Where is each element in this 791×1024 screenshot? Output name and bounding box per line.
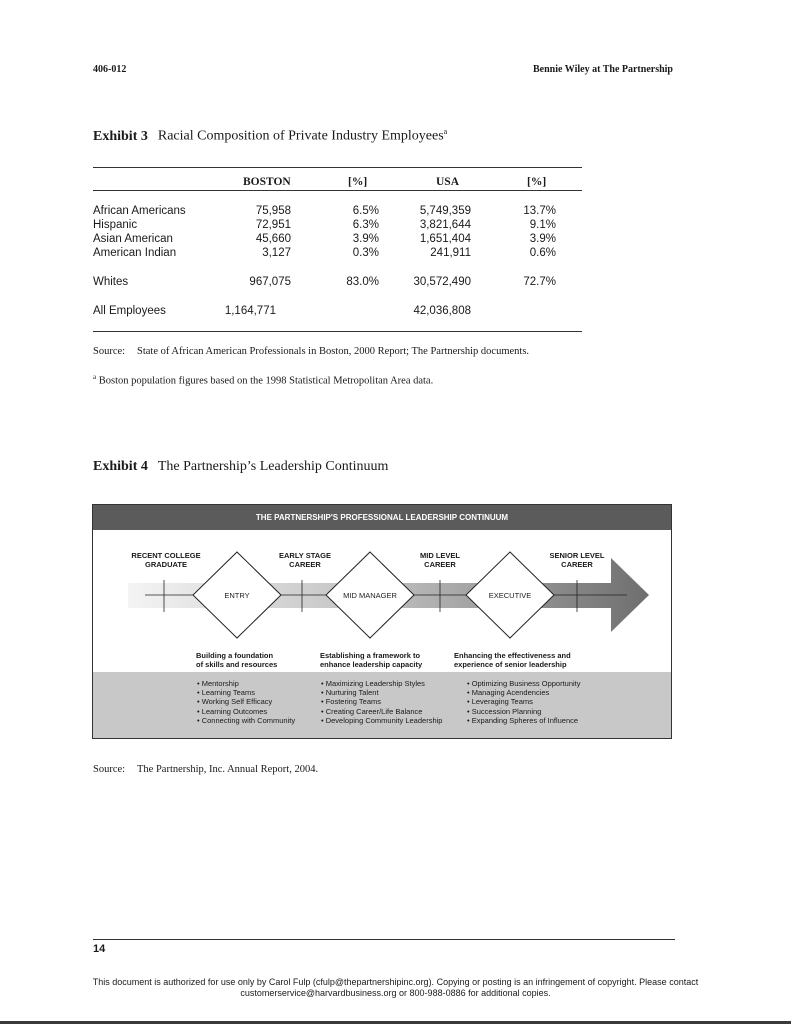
continuum-banner: THE PARTNERSHIP'S PROFESSIONAL LEADERSHIP CONTINUUM (93, 505, 671, 530)
exhibit3-source (93, 346, 529, 357)
usa-value: 241,911 (430, 247, 471, 259)
usa-value: 5,749,359 (419, 205, 471, 217)
bullet-list-framework (321, 679, 442, 725)
exhibit3-label: Exhibit 3 (93, 128, 148, 144)
column-heading-framework (320, 651, 422, 669)
stage-label-line: MID LEVEL (419, 551, 460, 560)
usa-pct: 72.7% (523, 276, 556, 288)
boston-pct: 6.3% (352, 219, 379, 231)
list-item: • Mentorship (197, 679, 295, 688)
bullet-list-foundation (197, 679, 295, 725)
diamond-entry-label: ENTRY (224, 591, 250, 600)
row-label: Hispanic (93, 219, 138, 231)
diamond-executive-label: EXECUTIVE (488, 591, 532, 600)
row-label: African Americans (93, 205, 186, 217)
list-item: • Learning Outcomes (197, 707, 295, 716)
column-heading-foundation (196, 651, 277, 669)
exhibit3-title-text: Racial Composition of Private Industry Employees (157, 128, 444, 144)
list-item: • Managing Acendencies (467, 688, 581, 697)
usa-value: 1,651,404 (419, 233, 471, 245)
list-item: • Creating Career/Life Balance (321, 707, 442, 716)
footnote-text: Boston population figures based on the 1998 Statistical Metropolitan Area data. (98, 375, 434, 387)
page-number: 14 (93, 943, 106, 955)
usa-value: 30,572,490 (413, 276, 471, 288)
copyright-notice (40, 977, 751, 999)
col-header-usa: USA (436, 176, 460, 188)
list-item: • Fostering Teams (321, 697, 442, 706)
copyright-line: This document is authorized for use only by Carol Fulp (cfulp@thepartnershipinc.org). Copying or posting is an infringement of copyright. Please contact (92, 977, 699, 987)
list-item: • Expanding Spheres of Influence (467, 716, 581, 725)
exhibit4-title (93, 459, 388, 475)
row-label: Asian American (93, 233, 173, 245)
stage-label-line: CAREER (424, 560, 456, 569)
exhibit4-title-text: The Partnership’s Leadership Continuum (157, 459, 389, 474)
usa-pct: 3.9% (529, 233, 556, 245)
exhibit3-title (93, 127, 447, 145)
stage-label-line: CAREER (561, 560, 593, 569)
list-item: • Learning Teams (197, 688, 295, 697)
usa-value: 3,821,644 (419, 219, 471, 231)
stage-label-line: CAREER (289, 560, 321, 569)
copyright-line: customerservice@harvardbusiness.org or 800-988-0886 for additional copies. (240, 988, 551, 998)
diamond-mid-manager-label: MID MANAGER (343, 591, 397, 600)
column-heading-line: Establishing a framework to (320, 651, 421, 660)
usa-pct: 9.1% (529, 219, 556, 231)
boston-value: 967,075 (249, 276, 291, 288)
stage-label-line: EARLY STAGE (279, 551, 331, 560)
footnote-marker: a (93, 373, 97, 381)
usa-pct: 13.7% (523, 205, 556, 217)
source-label: Source: (93, 764, 126, 775)
footer-rule (93, 939, 675, 940)
exhibit4-source (93, 764, 318, 775)
table-bottom-rule (93, 331, 582, 332)
stage-label-mid-career (390, 551, 490, 569)
stage-label-line: GRADUATE (145, 560, 187, 569)
list-item: • Working Self Efficacy (197, 697, 295, 706)
list-item: • Nurturing Talent (321, 688, 442, 697)
stage-label-line: RECENT COLLEGE (131, 551, 201, 560)
col-header-usa-pct: [%] (527, 176, 547, 188)
row-label: American Indian (93, 247, 177, 259)
source-text: The Partnership, Inc. Annual Report, 2004. (137, 764, 319, 775)
source-label: Source: (93, 346, 126, 357)
boston-pct: 6.5% (352, 205, 379, 217)
exhibit3-footnote (93, 373, 433, 387)
boston-pct: 83.0% (346, 276, 379, 288)
list-item: • Leveraging Teams (467, 697, 581, 706)
exhibit4-label: Exhibit 4 (93, 459, 148, 474)
document-title: Bennie Wiley at The Partnership (532, 64, 673, 75)
boston-pct: 3.9% (352, 233, 379, 245)
row-label: All Employees (93, 305, 166, 317)
boston-value: 72,951 (255, 219, 291, 231)
document-number: 406-012 (93, 64, 127, 75)
boston-value: 1,164,771 (224, 305, 276, 317)
column-heading-effectiveness (454, 651, 571, 669)
col-header-boston: BOSTON (243, 176, 291, 188)
table-top-rule (93, 167, 582, 168)
list-item: • Connecting with Community (197, 716, 295, 725)
column-heading-line: Building a foundation (196, 651, 274, 660)
column-heading-line: enhance leadership capacity (320, 660, 423, 669)
list-item: • Optimizing Business Opportunity (467, 679, 581, 688)
source-text: State of African American Professionals in Boston, 2000 Report; The Partnership documents. (137, 346, 530, 357)
list-item: • Developing Community Leadership (321, 716, 442, 725)
stage-label-senior-career (527, 551, 627, 569)
col-header-boston-pct: [%] (348, 176, 368, 188)
list-item: • Succession Planning (467, 707, 581, 716)
table-header-rule (93, 190, 582, 191)
column-heading-line: of skills and resources (196, 660, 278, 669)
exhibit3-title-superscript: a (443, 127, 448, 136)
boston-pct: 0.3% (352, 247, 379, 259)
column-heading-line: experience of senior leadership (454, 660, 567, 669)
bullet-list-effectiveness (467, 679, 581, 725)
stage-label-recent-graduate (116, 551, 216, 569)
stage-label-line: SENIOR LEVEL (549, 551, 605, 560)
usa-pct: 0.6% (529, 247, 556, 259)
row-label: Whites (93, 276, 129, 288)
usa-value: 42,036,808 (413, 305, 471, 317)
list-item: • Maximizing Leadership Styles (321, 679, 442, 688)
column-heading-line: Enhancing the effectiveness and (454, 651, 571, 660)
boston-value: 75,958 (255, 205, 291, 217)
stage-label-early-career (255, 551, 355, 569)
boston-value: 45,660 (255, 233, 291, 245)
boston-value: 3,127 (262, 247, 291, 259)
